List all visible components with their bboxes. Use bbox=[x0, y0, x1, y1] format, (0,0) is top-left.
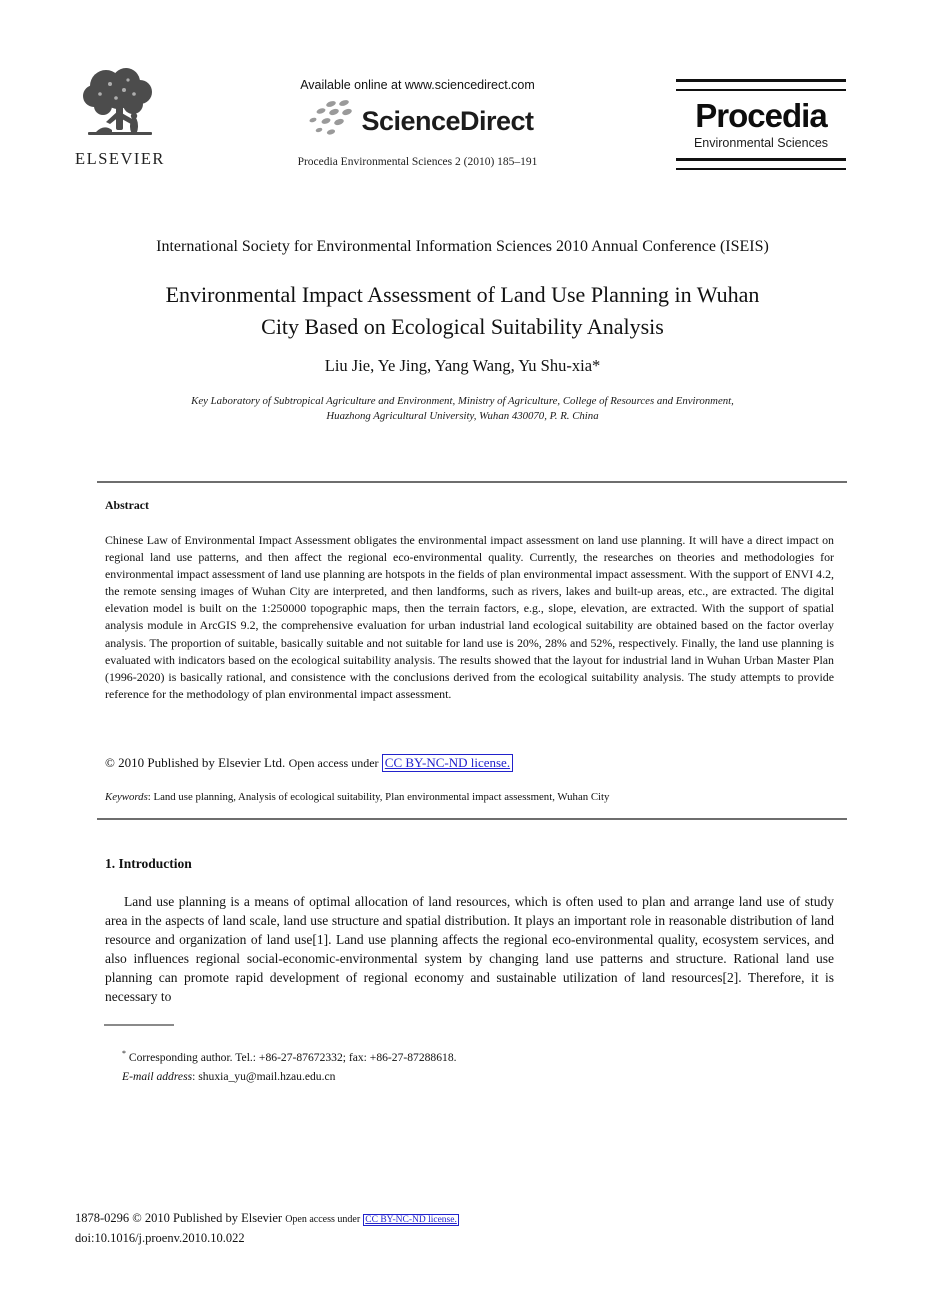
abstract-heading: Abstract bbox=[105, 498, 149, 512]
journal-citation: Procedia Environmental Sciences 2 (2010) 185–191 bbox=[297, 156, 538, 168]
footer-issn-line bbox=[75, 1211, 459, 1226]
sciencedirect-logo bbox=[200, 100, 635, 142]
footnote-line1 bbox=[122, 1044, 457, 1067]
footer-issn-text: 1878-0296 © 2010 Published by Elsevier bbox=[75, 1211, 283, 1225]
paper-title-line2: City Based on Ecological Suitability Analysis bbox=[261, 314, 664, 339]
affiliation-line1: Key Laboratory of Subtropical Agriculture and Environment, Ministry of Agriculture, College of Resources and Environment, bbox=[191, 395, 734, 407]
affiliation-line2: Huazhong Agricultural University, Wuhan 430070, P. R. China bbox=[326, 409, 599, 422]
keywords-list: : Land use planning, Analysis of ecological suitability, Plan environmental impact assessment, Wuhan City bbox=[147, 791, 610, 803]
email-label: E-mail address bbox=[122, 1069, 193, 1083]
copyright-text: © 2010 Published by Elsevier Ltd. bbox=[105, 755, 286, 770]
keywords-line bbox=[105, 791, 609, 803]
procedia-bottom-rule bbox=[676, 158, 846, 170]
procedia-top-rule bbox=[676, 79, 846, 91]
elsevier-logo bbox=[70, 64, 170, 169]
paper-title-line1: Environmental Impact Assessment of Land Use Planning in Wuhan bbox=[165, 282, 760, 307]
keywords-bottom-rule bbox=[97, 818, 847, 820]
footnote-marker: * bbox=[122, 1049, 126, 1058]
introduction-heading: 1. Introduction bbox=[105, 856, 192, 871]
keywords-label: Keywords bbox=[105, 791, 148, 803]
elsevier-tree-icon bbox=[70, 64, 170, 148]
abstract-top-rule bbox=[97, 481, 847, 483]
affiliation bbox=[90, 394, 835, 423]
footnote-line2 bbox=[122, 1067, 457, 1086]
footnote-rule bbox=[104, 1024, 174, 1026]
procedia-logo bbox=[676, 79, 846, 170]
open-access-prefix: Open access under bbox=[288, 756, 379, 770]
header-center bbox=[200, 78, 635, 168]
email-value: : shuxia_yu@mail.hzau.edu.cn bbox=[192, 1069, 336, 1083]
copyright-line bbox=[105, 755, 513, 771]
footnote-contact: Corresponding author. Tel.: +86-27-87672332; fax: +86-27-87288618. bbox=[126, 1050, 457, 1064]
footer-open-access-prefix: Open access under bbox=[285, 1214, 361, 1225]
sciencedirect-wordmark: ScienceDirect bbox=[361, 105, 534, 136]
cc-by-nc-nd-license-link[interactable]: CC BY-NC-ND license. bbox=[382, 754, 513, 772]
footer-doi: doi:10.1016/j.proenv.2010.10.022 bbox=[75, 1231, 245, 1245]
authors-line: Liu Jie, Ye Jing, Yang Wang, Yu Shu-xia* bbox=[324, 356, 601, 375]
conference-line: International Society for Environmental Information Sciences 2010 Annual Conference (ISEIS) bbox=[156, 238, 769, 255]
available-online-text: Available online at www.sciencedirect.com bbox=[300, 78, 535, 92]
corresponding-author-footnote bbox=[122, 1044, 457, 1086]
elsevier-wordmark: ELSEVIER bbox=[75, 149, 165, 168]
procedia-subtitle: Environmental Sciences bbox=[693, 136, 829, 150]
footer-cc-by-nc-nd-license-link[interactable]: CC BY-NC-ND license. bbox=[365, 1215, 457, 1225]
paper-title bbox=[90, 279, 835, 343]
procedia-wordmark: Procedia bbox=[695, 97, 827, 134]
introduction-paragraph: Land use planning is a means of optimal allocation of land resources, which is often used to plan and arrange land use of study area in the aspects of land scale, land use structure and spatial distribution. It plays an important role in reasonable distribution of land resource and organization of land use[1]. Land use planning affects the regional eco-environmental quality, ecosystem services, and also influences regional social-economic-environmental system by changing land use patterns and structure. Rational land use planning can promote rapid development of regional economy and sustainable utilization of land resources[2]. Therefore, it is necessary to bbox=[105, 894, 834, 1004]
abstract-body: Chinese Law of Environmental Impact Assessment obligates the environmental impact assessment on land use planning. It will have a direct impact on regional land use patterns, and then affect the regional eco-environmental quality. Currently, the researches on theories and methodologies for environmental impact assessment of land use planning are hotspots in the fields of plan environmental impact assessment. With the support of ENVI 4.2, the remote sensing images of Wuhan City are interpreted, and then landforms, such as rivers, lakes and built-up areas, etc., are extracted. The digital elevation model is built on the 1:250000 topographic maps, then the terrain factors, e.g., slope, elevation, are extracted. With the support of spatial analysis module in ArcGIS 9.2, the comprehensive evaluation for urban industrial land ecological suitability are obtained based on the factor overlay analysis. The proportion of suitable, basically suitable and not suitable for land use is 20%, 28% and 52%, respectively. Finally, the land use planning is evaluated with indicators based on the ecological suitability analysis. The results showed that the layout for industrial land in Wuhan Urban Master Plan (1996-2020) is basically rational, and consistence with the conclusions derived from the ecological suitability analysis. The study attempts to provide reference for the methodology of plan environmental impact assessment. bbox=[105, 533, 834, 701]
sciencedirect-dots-icon bbox=[301, 99, 357, 144]
